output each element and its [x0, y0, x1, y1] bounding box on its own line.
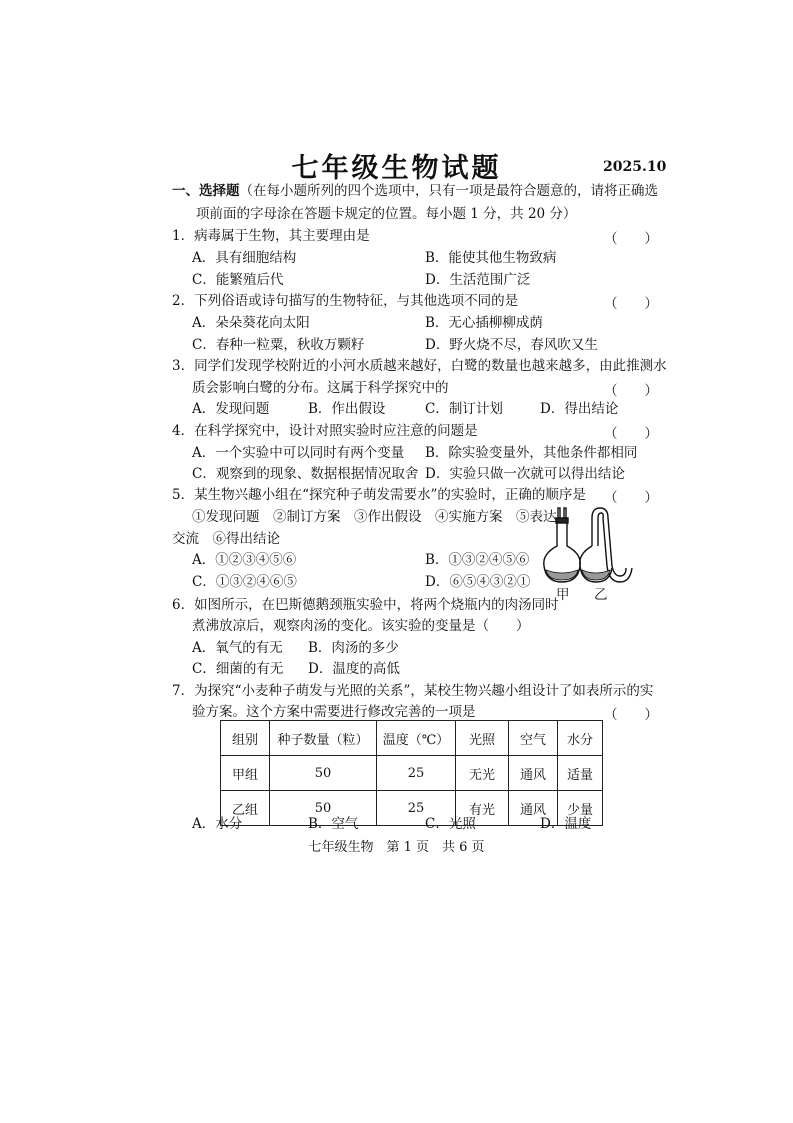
q6-option-d: D．温度的高低	[308, 661, 400, 677]
table-cell: 少量	[558, 791, 603, 826]
q5-steps-1: ①发现问题 ②制订方案 ③作出假设 ④实施方案 ⑤表达	[192, 509, 557, 525]
q3-option-b: B．作出假设	[308, 401, 386, 417]
q2-option-d: D．野火烧不尽，春风吹又生	[425, 337, 598, 353]
page-footer: 七年级生物 第 1 页 共 6 页	[308, 840, 485, 855]
q6-option-a: A．氧气的有无	[192, 640, 283, 656]
table-cell: 25	[377, 756, 456, 791]
q3-option-c: C．制订计划	[425, 401, 503, 417]
flask-right-label: 乙	[594, 587, 608, 603]
table-cell: 通风	[509, 756, 558, 791]
table-header-cell: 光照	[456, 721, 509, 756]
table-cell: 50	[270, 791, 377, 826]
q5-option-b: B．①③②④⑤⑥	[425, 552, 530, 568]
experiment-table	[220, 720, 603, 826]
q7-option-c: C．光照	[425, 816, 476, 832]
flask-left-label: 甲	[556, 587, 570, 603]
section-intro-2: 项前面的字母涂在答题卡规定的位置。每小题 1 分，共 20 分）	[196, 206, 577, 222]
flask-left	[544, 508, 580, 582]
table-header-cell: 组别	[221, 721, 270, 756]
table-cell: 有光	[456, 791, 509, 826]
q5-answer-paren: （ ）	[604, 490, 658, 506]
q5-option-c: C．①③②④⑥⑤	[192, 574, 297, 590]
exam-date: 2025.10	[603, 159, 667, 175]
table-header-cell: 温度（℃）	[377, 721, 456, 756]
q7-option-d: D．温度	[540, 816, 592, 832]
flask-right	[580, 508, 632, 582]
q2-option-a: A．朵朵葵花向太阳	[192, 315, 310, 331]
q7-option-b: B．空气	[308, 816, 359, 832]
q4-option-a: A．一个实验中可以同时有两个变量	[192, 445, 405, 461]
q5-option-a: A．①②③④⑤⑥	[192, 552, 297, 568]
q5-steps-2: 交流 ⑥得出结论	[172, 531, 280, 547]
q6-option-c: C．细菌的有无	[192, 661, 284, 677]
q2-answer-paren: （ ）	[604, 296, 658, 312]
table-row	[221, 756, 603, 791]
table-header-cell: 水分	[558, 721, 603, 756]
q5-option-d: D．⑥⑤④③②①	[425, 574, 531, 590]
table-cell: 25	[377, 791, 456, 826]
q3-option-d: D．得出结论	[540, 401, 619, 417]
q7-stem-1: 7．为探究“小麦种子萌发与光照的关系”，某校生物兴趣小组设计了如表所示的实	[172, 683, 654, 699]
q3-option-a: A．发现问题	[192, 401, 270, 417]
q7-option-a: A．水分	[192, 816, 243, 832]
table-cell: 50	[270, 756, 377, 791]
q7-answer-paren: （ ）	[604, 707, 658, 723]
table-cell: 无光	[456, 756, 509, 791]
page-title: 七年级生物试题	[291, 153, 502, 184]
table-cell: 乙组	[221, 791, 270, 826]
table-header-cell: 空气	[509, 721, 558, 756]
q3-stem-1: 3．同学们发现学校附近的小河水质越来越好，白鹭的数量也越来越多，由此推测水	[172, 358, 667, 374]
q1-option-c: C．能繁殖后代	[192, 272, 284, 288]
q1-option-d: D．生活范围广泛	[425, 272, 531, 288]
section-intro-1: （在每小题所列的四个选项中，只有一项是最符合题意的，请将正确选	[239, 183, 658, 199]
table-header-cell: 种子数量（粒）	[270, 721, 377, 756]
q6-stem-2: 煮沸放凉后，观察肉汤的变化。该实验的变量是（ ）	[192, 618, 530, 634]
q6-stem-1: 6．如图所示，在巴斯德鹅颈瓶实验中，将两个烧瓶内的肉汤同时	[172, 597, 559, 613]
q5-stem: 5．某生物兴趣小组在“探究种子萌发需要水”的实验时，正确的顺序是	[172, 487, 586, 503]
q4-option-d: D．实验只做一次就可以得出结论	[425, 466, 625, 482]
table-cell: 适量	[558, 756, 603, 791]
q2-stem: 2．下列俗语或诗句描写的生物特征，与其他选项不同的是	[172, 293, 519, 309]
q1-option-b: B．能使其他生物致病	[425, 250, 557, 266]
q1-answer-paren: （ ）	[604, 231, 658, 247]
q1-option-a: A．具有细胞结构	[192, 250, 297, 266]
q4-option-c: C．观察到的现象、数据根据情况取舍	[192, 466, 419, 482]
q4-answer-paren: （ ）	[604, 426, 658, 442]
table-header-row	[221, 721, 603, 756]
q6-option-b: B．肉汤的多少	[308, 640, 399, 656]
table-cell: 甲组	[221, 756, 270, 791]
q2-option-b: B．无心插柳柳成荫	[425, 315, 543, 331]
section-header	[172, 182, 658, 200]
q2-option-c: C．春种一粒粟，秋收万颗籽	[192, 337, 365, 353]
q1-stem: 1．病毒属于生物，其主要理由是	[172, 228, 370, 244]
section-label: 一、选择题	[172, 183, 240, 199]
q3-stem-2: 质会影响白鹭的分布。这属于科学探究中的	[192, 380, 449, 396]
q7-stem-2: 验方案。这个方案中需要进行修改完善的一项是	[192, 704, 476, 720]
q4-stem: 4．在科学探究中，设计对照实验时应注意的问题是	[172, 423, 478, 439]
table-cell: 通风	[509, 791, 558, 826]
q3-answer-paren: （ ）	[604, 383, 658, 399]
q4-option-b: B．除实验变量外，其他条件都相同	[425, 445, 638, 461]
